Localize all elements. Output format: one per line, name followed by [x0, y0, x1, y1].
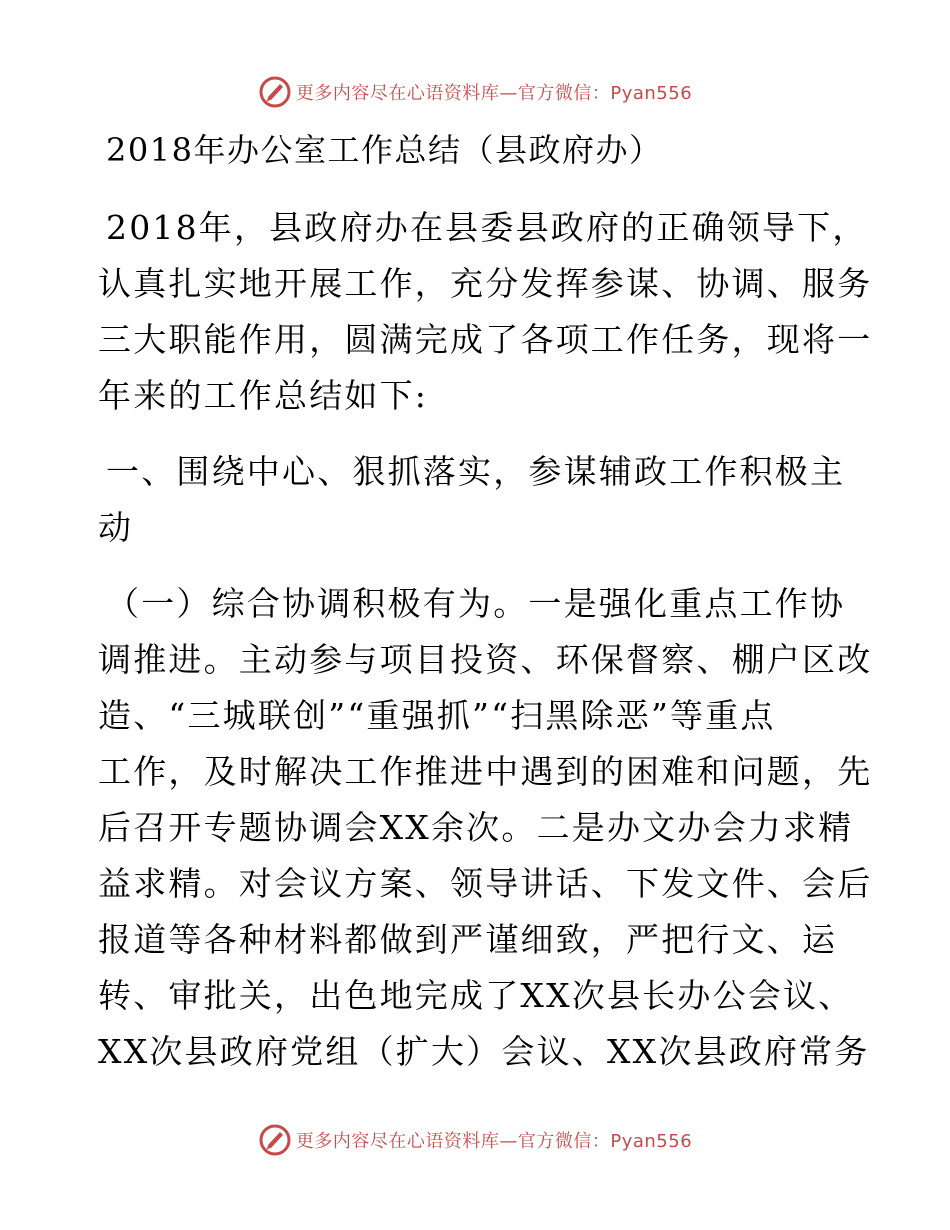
- intro-paragraph: [98, 200, 873, 424]
- paragraph-line: 三大职能作用，圆满完成了各项工作任务，现将一: [98, 320, 873, 359]
- brand-logo-icon: [258, 75, 292, 109]
- watermark-text: 更多内容尽在心语资料库—官方微信：Pyan556: [295, 83, 693, 104]
- paragraph-line: 2018年，县政府办在县委县政府的正确领导下，: [106, 208, 868, 247]
- document-title: 2018年办公室工作总结（县政府办）: [106, 131, 663, 169]
- paragraph-line: XX次县政府党组（扩大）会议、XX次县政府常务: [98, 1032, 870, 1071]
- section-heading: [98, 444, 858, 556]
- watermark-header: [0, 70, 950, 114]
- watermark-text: 更多内容尽在心语资料库—官方微信：Pyan556: [295, 1131, 693, 1152]
- paragraph-line: 报道等各种材料都做到严谨细致，严把行文、运: [98, 920, 838, 959]
- document-body: [98, 120, 873, 1080]
- paragraph-line: 动: [98, 508, 134, 547]
- paragraph-line: 造、“三城联创”“重强抓”“扫黑除恶”等重点: [98, 696, 776, 735]
- paragraph-line: （一）综合协调积极有为。一是强化重点工作协: [106, 584, 846, 623]
- paragraph-line: 认真扎实地开展工作，充分发挥参谋、协调、服务: [98, 264, 873, 303]
- paragraph-line: 一、围绕中心、狠抓落实，参谋辅政工作积极主: [106, 452, 846, 491]
- paragraph-line: 工作，及时解决工作推进中遇到的困难和问题，先: [98, 752, 873, 791]
- subsection-paragraph: [98, 576, 873, 1080]
- paragraph-line: 调推进。主动参与项目投资、环保督察、棚户区改: [98, 640, 873, 679]
- brand-logo-icon: [258, 1123, 292, 1157]
- paragraph-line: 后召开专题协调会XX余次。二是办文办会力求精: [98, 808, 854, 847]
- paragraph-line: 年来的工作总结如下:: [98, 376, 429, 415]
- watermark-footer: [0, 1118, 950, 1162]
- paragraph-line: 转、审批关，出色地完成了XX次县长办公会议、: [98, 976, 854, 1015]
- paragraph-line: 益求精。对会议方案、领导讲话、下发文件、会后: [98, 864, 873, 903]
